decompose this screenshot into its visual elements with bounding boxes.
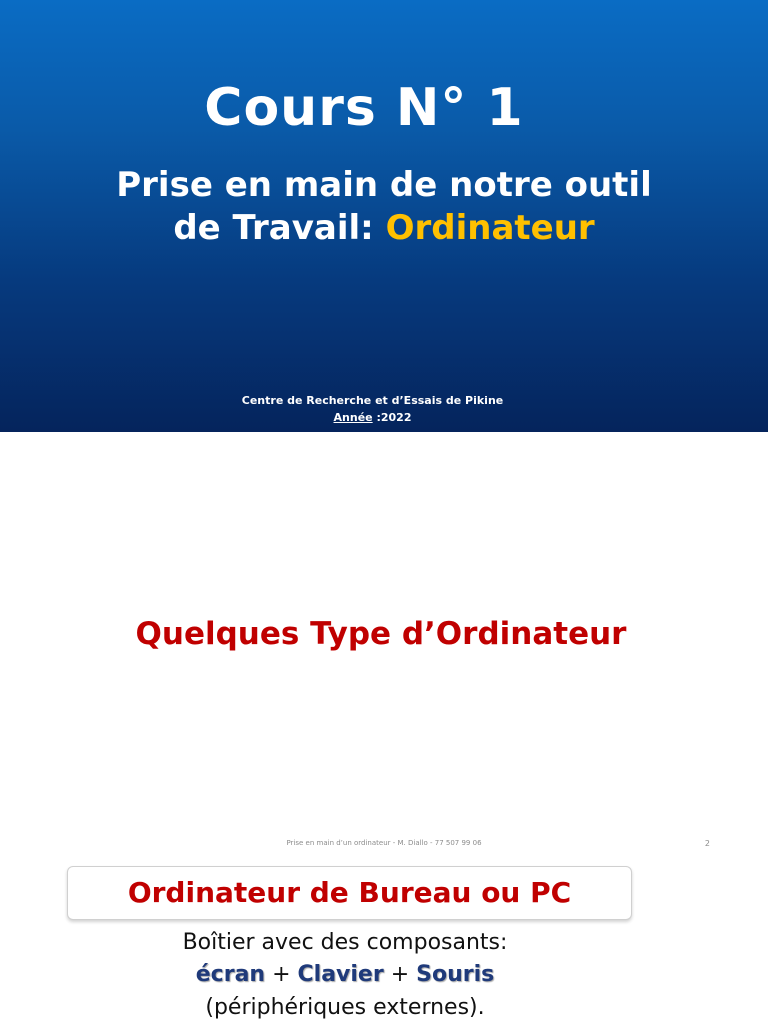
components-line [0,962,690,987]
year-value: :2022 [372,411,412,424]
course-subtitle [0,164,768,250]
slide-section [0,432,768,864]
year-label: Année [333,411,373,424]
subtitle-accent: Ordinateur [385,208,595,248]
section-title: Quelques Type d’Ordinateur [135,616,627,652]
subtitle-line-2 [0,207,768,250]
page-number: 2 [704,839,710,848]
slide-desktop [0,864,768,1024]
title-box [67,866,632,920]
subtitle-line-1: Prise en main de notre outil [116,165,652,205]
course-title: Cours N° 1 [204,78,524,138]
slide-footer: Prise en main d’un ordinateur - M. Diallo - 77 507 99 06 [286,839,482,847]
keyword-clavier: Clavier [297,962,384,987]
year-line [0,411,745,424]
desktop-title: Ordinateur de Bureau ou PC [127,876,572,909]
keyword-ecran: écran [195,962,266,987]
organization-name: Centre de Recherche et d’Essais de Pikine [241,394,504,407]
plus-sign: + [383,962,417,987]
slide-title [0,0,768,432]
subtitle-prefix: de Travail: [173,208,386,248]
description-line-1: Boîtier avec des composants: [182,930,508,955]
plus-sign: + [265,962,298,987]
keyword-souris: Souris [416,962,495,987]
description-line-3: (périphériques externes). [205,995,485,1020]
